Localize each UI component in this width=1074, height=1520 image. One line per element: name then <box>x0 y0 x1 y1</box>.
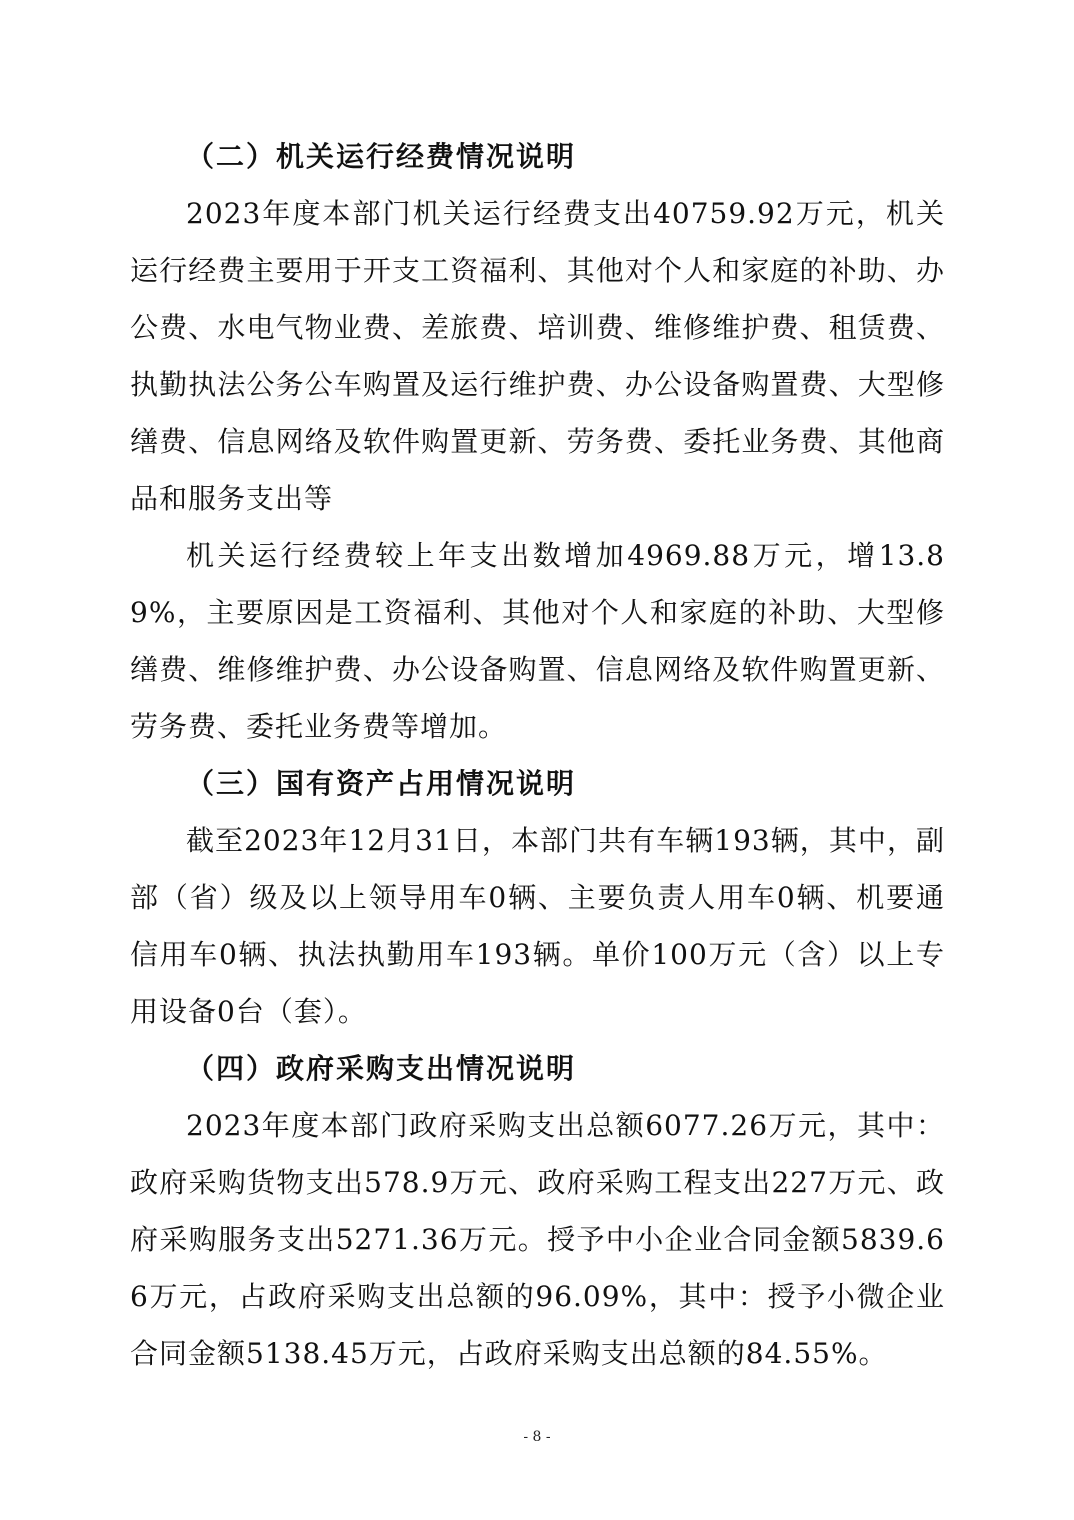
paragraph-state-assets: 截至2023年12月31日，本部门共有车辆193辆，其中，副部（省）级及以上领导用车0辆、主要负责人用车0辆、机要通信用车0辆、执法执勤用车193辆。单价100万元（含）以上专用设备0台（套）。 <box>130 824 945 1028</box>
paragraph-operating-expenses-total: 2023年度本部门机关运行经费支出40759.92万元，机关运行经费主要用于开支工资福利、其他对个人和家庭的补助、办公费、水电气物业费、差旅费、培训费、维修维护费、租赁费、执勤执法公务公车购置及运行维护费、办公设备购置费、大型修缮费、信息网络及软件购置更新、劳务费、委托业务费、其他商品和服务支出等 <box>130 197 945 515</box>
paragraph-operating-expenses-change: 机关运行经费较上年支出数增加4969.88万元，增13.89%，主要原因是工资福利、其他对个人和家庭的补助、大型修缮费、维修维护费、办公设备购置、信息网络及软件购置更新、劳务费、委托业务费等增加。 <box>130 539 945 743</box>
section-heading-government-procurement: （四）政府采购支出情况说明 <box>186 1052 577 1085</box>
page-number: - 8 - <box>523 1429 551 1445</box>
page-body <box>130 128 945 1382</box>
section-heading-operating-expenses: （二）机关运行经费情况说明 <box>186 140 577 173</box>
paragraph-government-procurement: 2023年度本部门政府采购支出总额6077.26万元，其中：政府采购货物支出578.9万元、政府采购工程支出227万元、政府采购服务支出5271.36万元。授予中小企业合同金额5839.66万元，占政府采购支出总额的96.09%，其中：授予小微企业合同金额5138.45万元，占政府采购支出总额的84.55%。 <box>130 1109 945 1370</box>
section-heading-state-assets: （三）国有资产占用情况说明 <box>186 767 577 800</box>
